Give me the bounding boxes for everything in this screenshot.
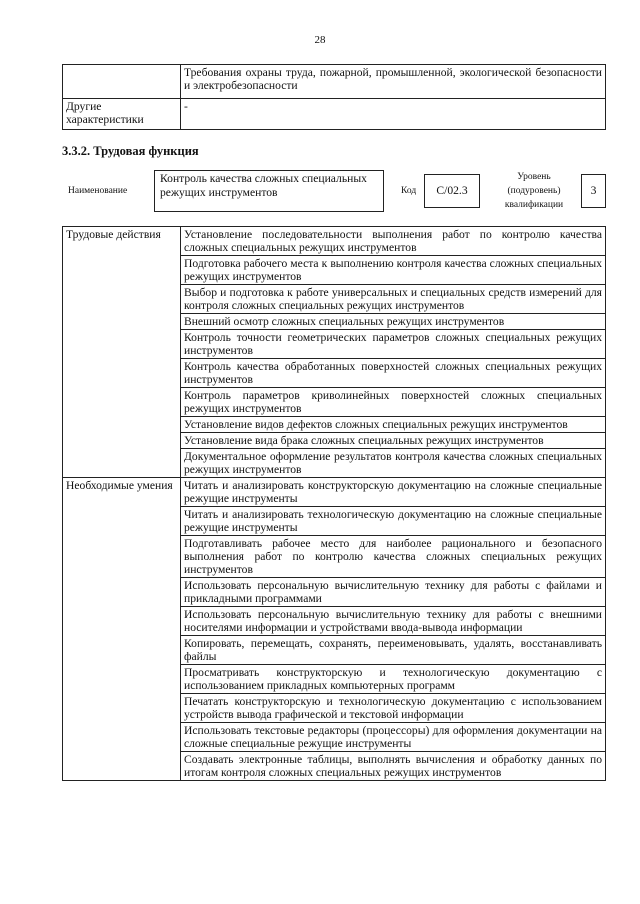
labor-action-row-text: Установление последовательности выполнения работ по контролю качества сложных специальных режущих инструментов (181, 227, 606, 256)
name-label: Наименование (68, 186, 128, 196)
skill-row-text: Читать и анализировать конструкторскую документацию на сложные специальные режущие инструменты (181, 478, 606, 507)
labor-action-row-text: Установление видов дефектов сложных специальных режущих инструментов (181, 417, 606, 433)
skill-row (63, 478, 606, 507)
labor-action-row-text: Контроль параметров криволинейных поверхностей сложных специальных режущих инструментов (181, 388, 606, 417)
row-label: Другие характеристики (63, 99, 181, 130)
required-skills-group (63, 478, 606, 781)
table-row (63, 65, 606, 99)
skill-row-text: Использовать персональную вычислительную технику для работы с файлами и прикладными программами (181, 578, 606, 607)
required-skills-label: Необходимые умения (63, 478, 181, 781)
labor-actions-label: Трудовые действия (63, 227, 181, 478)
labor-action-row-text: Установление вида брака сложных специальных режущих инструментов (181, 433, 606, 449)
row-content: Требования охраны труда, пожарной, промышленной, экологической безопасности и электробезопасности (181, 65, 606, 99)
table-row (63, 99, 606, 130)
skill-row-text: Подготавливать рабочее место для наиболее рационального и безопасного выполнения работ по контролю качества сложных специальных режущих инструментов (181, 536, 606, 578)
skill-row-text: Использовать персональную вычислительную технику для работы с внешними носителями информации и устройствами ввода-вывода информации (181, 607, 606, 636)
labor-action-row-text: Выбор и подготовка к работе универсальных и специальных средств измерений для контроля сложных специальных режущих инструментов (181, 285, 606, 314)
qualification-level: 3 (581, 174, 606, 208)
section-heading: 3.3.2. Трудовая функция (62, 144, 199, 158)
labor-action-row-text: Контроль качества обработанных поверхностей сложных специальных режущих инструментов (181, 359, 606, 388)
labor-action-row-text: Документальное оформление результатов контроля качества сложных специальных режущих инструментов (181, 449, 606, 478)
code-label: Код (401, 186, 417, 196)
function-details-table (62, 226, 606, 781)
skill-row-text: Печатать конструкторскую и технологическую документацию с использованием устройств вывода графической и текстовой информации (181, 694, 606, 723)
level-label: Уровень (подуровень) квалификации (504, 172, 564, 210)
skill-row-text: Читать и анализировать технологическую документацию на сложные специальные режущие инструменты (181, 507, 606, 536)
function-header (62, 170, 606, 214)
skill-row-text: Использовать текстовые редакторы (процессоры) для оформления документации на сложные специальные режущие инструменты (181, 723, 606, 752)
labor-action-row-text: Внешний осмотр сложных специальных режущих инструментов (181, 314, 606, 330)
labor-action-row (63, 227, 606, 256)
row-content: - (181, 99, 606, 130)
function-name: Контроль качества сложных специальных режущих инструментов (154, 170, 384, 212)
skill-row-text: Создавать электронные таблицы, выполнять вычисления и обработку данных по итогам контроля сложных специальных режущих инструментов (181, 752, 606, 781)
labor-action-row-text: Подготовка рабочего места к выполнению контроля качества сложных специальных режущих инструментов (181, 256, 606, 285)
page-number: 28 (314, 34, 326, 46)
skill-row-text: Просматривать конструкторскую и технологическую документацию с использованием прикладных компьютерных программ (181, 665, 606, 694)
row-label (63, 65, 181, 99)
skill-row-text: Копировать, перемещать, сохранять, переименовывать, удалять, восстанавливать файлы (181, 636, 606, 665)
function-code: C/02.3 (424, 174, 480, 208)
labor-action-row-text: Контроль точности геометрических параметров сложных специальных режущих инструментов (181, 330, 606, 359)
labor-actions-group (63, 227, 606, 478)
top-requirements-table (62, 64, 606, 130)
